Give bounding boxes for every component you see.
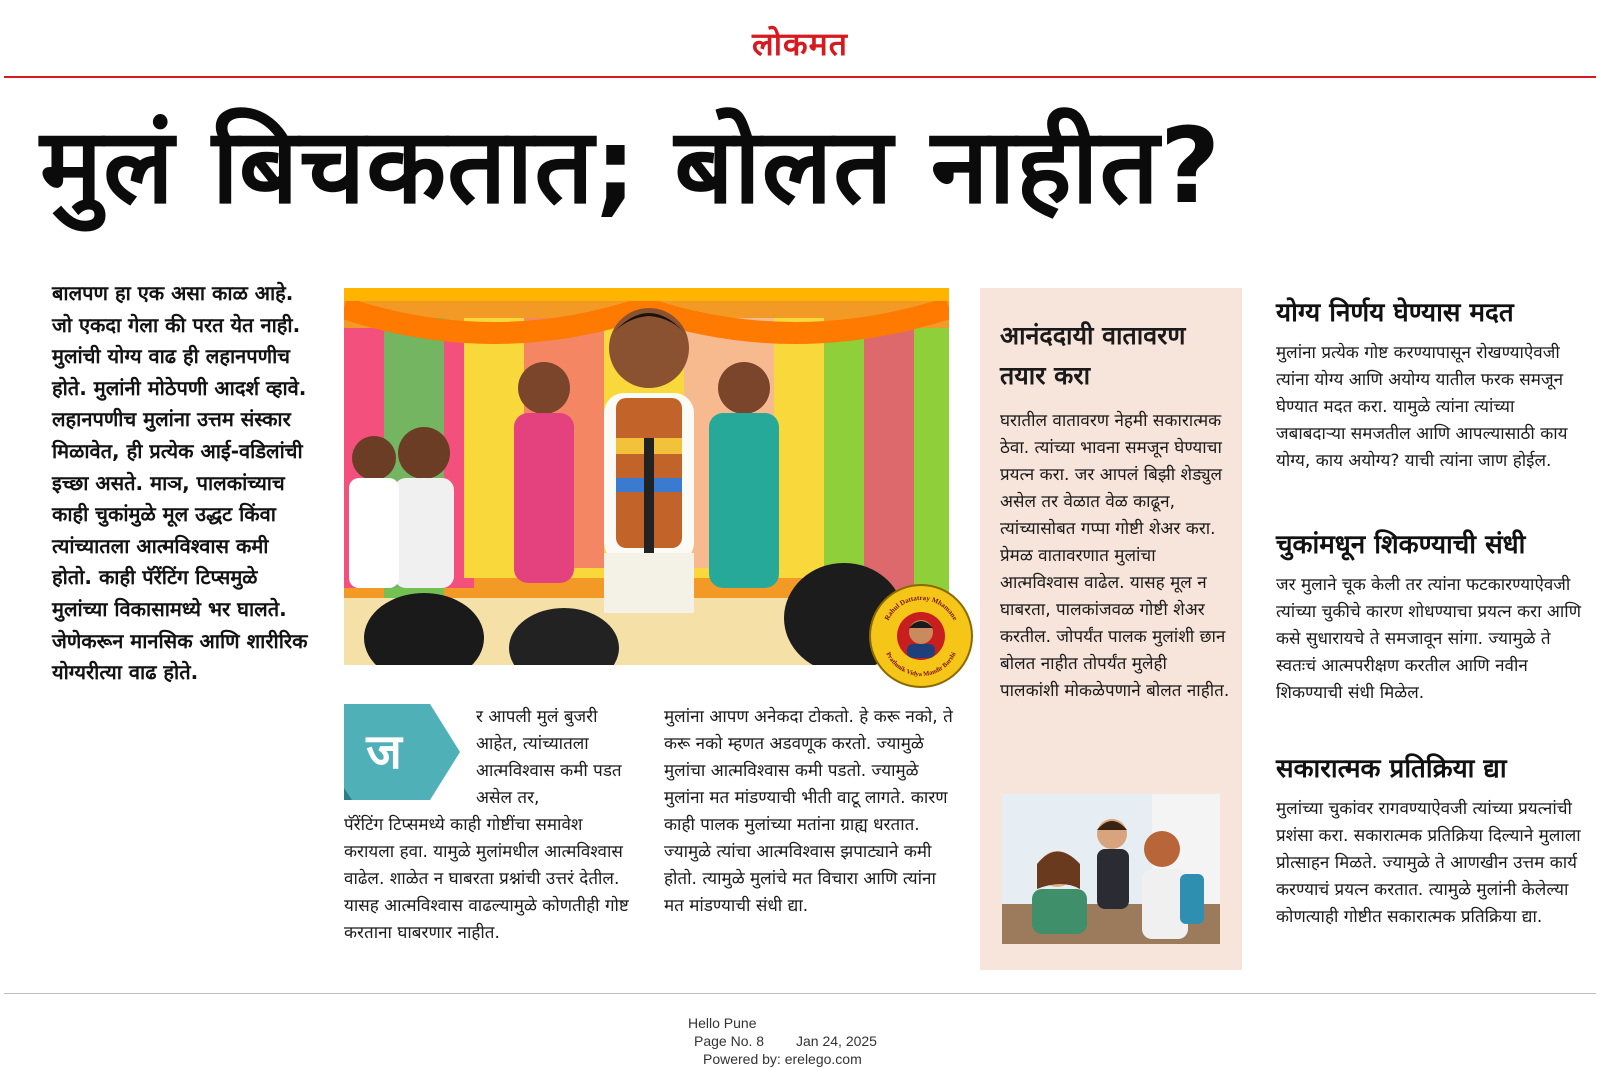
article-intro: बालपण हा एक असा काळ आहे. जो एकदा गेला की परत येत नाही. मुलांची योग्य वाढ ही लहानपणीच होते. मुलांनी मोठेपणी आदर्श व्हावे. लहानपणीच मुलांना उत्तम संस्कार मिळावेत, ही प्रत्येक आई-वडिलांची इच्छा असते. माञ, पालकांच्याच काही चुकांमुळे मूल उद्धट किंवा त्यांच्यातला आत्मविश्वास कमी होतो. काही पॅरेंटिंग टिप्समुळे मुलांच्या विकासामध्ये भर घालते. जेणेकरून मानसिक आणि शारीरिक योग्यरीत्या वाढ होते.	[52, 281, 308, 685]
footer-page: Page No. 8	[694, 1033, 765, 1049]
sidebox-title: आनंददायी वातावरण तयार करा	[1000, 321, 1186, 390]
section-2-title: चुकांमधून शिकण्याची संधी	[1276, 530, 1526, 560]
article-body-col3: मुलांना आपण अनेकदा टोकतो. हे करू नको, ते करू नको म्हणत अडवणूक करतो. ज्यामुळे मुलांचा आत्मविश्वास कमी पडतो. ज्यामुळे मुलांना मत मांडण्याची भीती वाटू लागते. कारण काही पालक मुलांच्या मतांना ग्राह्य धरतात. ज्यामुळे त्यांचा आत्मविश्वास झपाट्याने कमी होतो. त्यामुळे मुलांचे मत विचारा आणि त्यांना मत मांडण्याची संधी द्या.	[664, 707, 953, 916]
dropcap-box	[344, 704, 460, 800]
sidebox-photo	[1002, 794, 1220, 944]
section-3-title: सकारात्मक प्रतिक्रिया द्या	[1276, 754, 1507, 784]
section-1-text: मुलांना प्रत्येक गोष्ट करण्यापासून रोखण्याऐवजी त्यांना योग्य आणि अयोग्य यातील फरक समजून घेण्यात मदत करा. यामुळे त्यांना त्यांच्या जबाबदाऱ्या समजतील आणि आपल्यासाठी काय योग्य, काय अयोग्य? याची त्यांना जाण होईल.	[1276, 343, 1568, 471]
dropcap-letter: ज	[366, 724, 402, 780]
footer-date: Jan 24, 2025	[796, 1033, 877, 1049]
badge-text-top: Rahul Dattatray Mhamane	[883, 593, 959, 622]
footer-powered-by[interactable]: Powered by: erelego.com	[703, 1051, 862, 1067]
badge-text-bottom: Prathmik Vidya Mandir Barshi	[884, 651, 958, 679]
footer-divider	[4, 993, 1596, 994]
main-photo	[344, 288, 949, 665]
sidebox-text: घरातील वातावरण नेहमी सकारात्मक ठेवा. त्यांच्या भावना समजून घेण्याचा प्रयत्न करा. जर आपलं बिझी शेड्युल असेल तर वेळात वेळ काढून, त्यांच्यासोबत गप्पा गोष्टी शेअर करा. प्रेमळ वातावरणात मुलांचा आत्मविश्वास वाढेल. यासह मूल न घाबरता, पालकांजवळ गोष्टी शेअर करतील. जोपर्यंत पालक मुलांशी छान बोलत नाहीत तोपर्यंत मुलेही पालकांशी मोकळेपणाने बोलत नाहीत.	[1000, 411, 1230, 701]
footer-edition: Hello Pune	[688, 1015, 757, 1031]
article-headline: मुलं बिचकतात; बोलत नाहीत?	[40, 105, 1222, 227]
masthead-divider	[4, 76, 1596, 78]
section-2-text: जर मुलाने चूक केली तर त्यांना फटकारण्याऐवजी त्यांच्या चुकीचे कारण शोधण्याचा प्रयत्न करा आणि कसे सुधारायचे ते समजावून सांगा. ज्यामुळे ते स्वतःचं आत्मपरीक्षण करतील आणि नवीन शिकण्याची संधी मिळेल.	[1276, 575, 1581, 703]
section-1-title: योग्य निर्णय घेण्यास मदत	[1276, 298, 1514, 328]
watermark-badge	[869, 584, 973, 688]
article-body-part1: र आपली मुलं बुजरी आहेत, त्यांच्यातला आत्मविश्वास कमी पडत असेल तर,	[476, 707, 622, 808]
article-body-part2: पॅरेंटिंग टिप्समध्ये काही गोष्टींचा समावेश करायला हवा. यामुळे मुलांमधील आत्मविश्वास वाढेल. शाळेत न घाबरता प्रश्नांची उत्तरं देतील. यासह आत्मविश्वास वाढल्यामुळे कोणतीही गोष्ट करताना घाबरणार नाहीत.	[344, 815, 629, 943]
section-3-text: मुलांच्या चुकांवर रागवण्याऐवजी त्यांच्या प्रयत्नांची प्रशंसा करा. सकारात्मक प्रतिक्रिया दिल्याने मुलाला प्रोत्साहन मिळते. ज्यामुळे ते आणखीन उत्तम कार्य करण्याचं प्रयत्न करतात. त्यामुळे मुलांनी केलेल्या कोणत्याही गोष्टीत सकारात्मक प्रतिक्रिया द्या.	[1276, 799, 1581, 927]
masthead-logo: लोकमत	[752, 25, 848, 63]
